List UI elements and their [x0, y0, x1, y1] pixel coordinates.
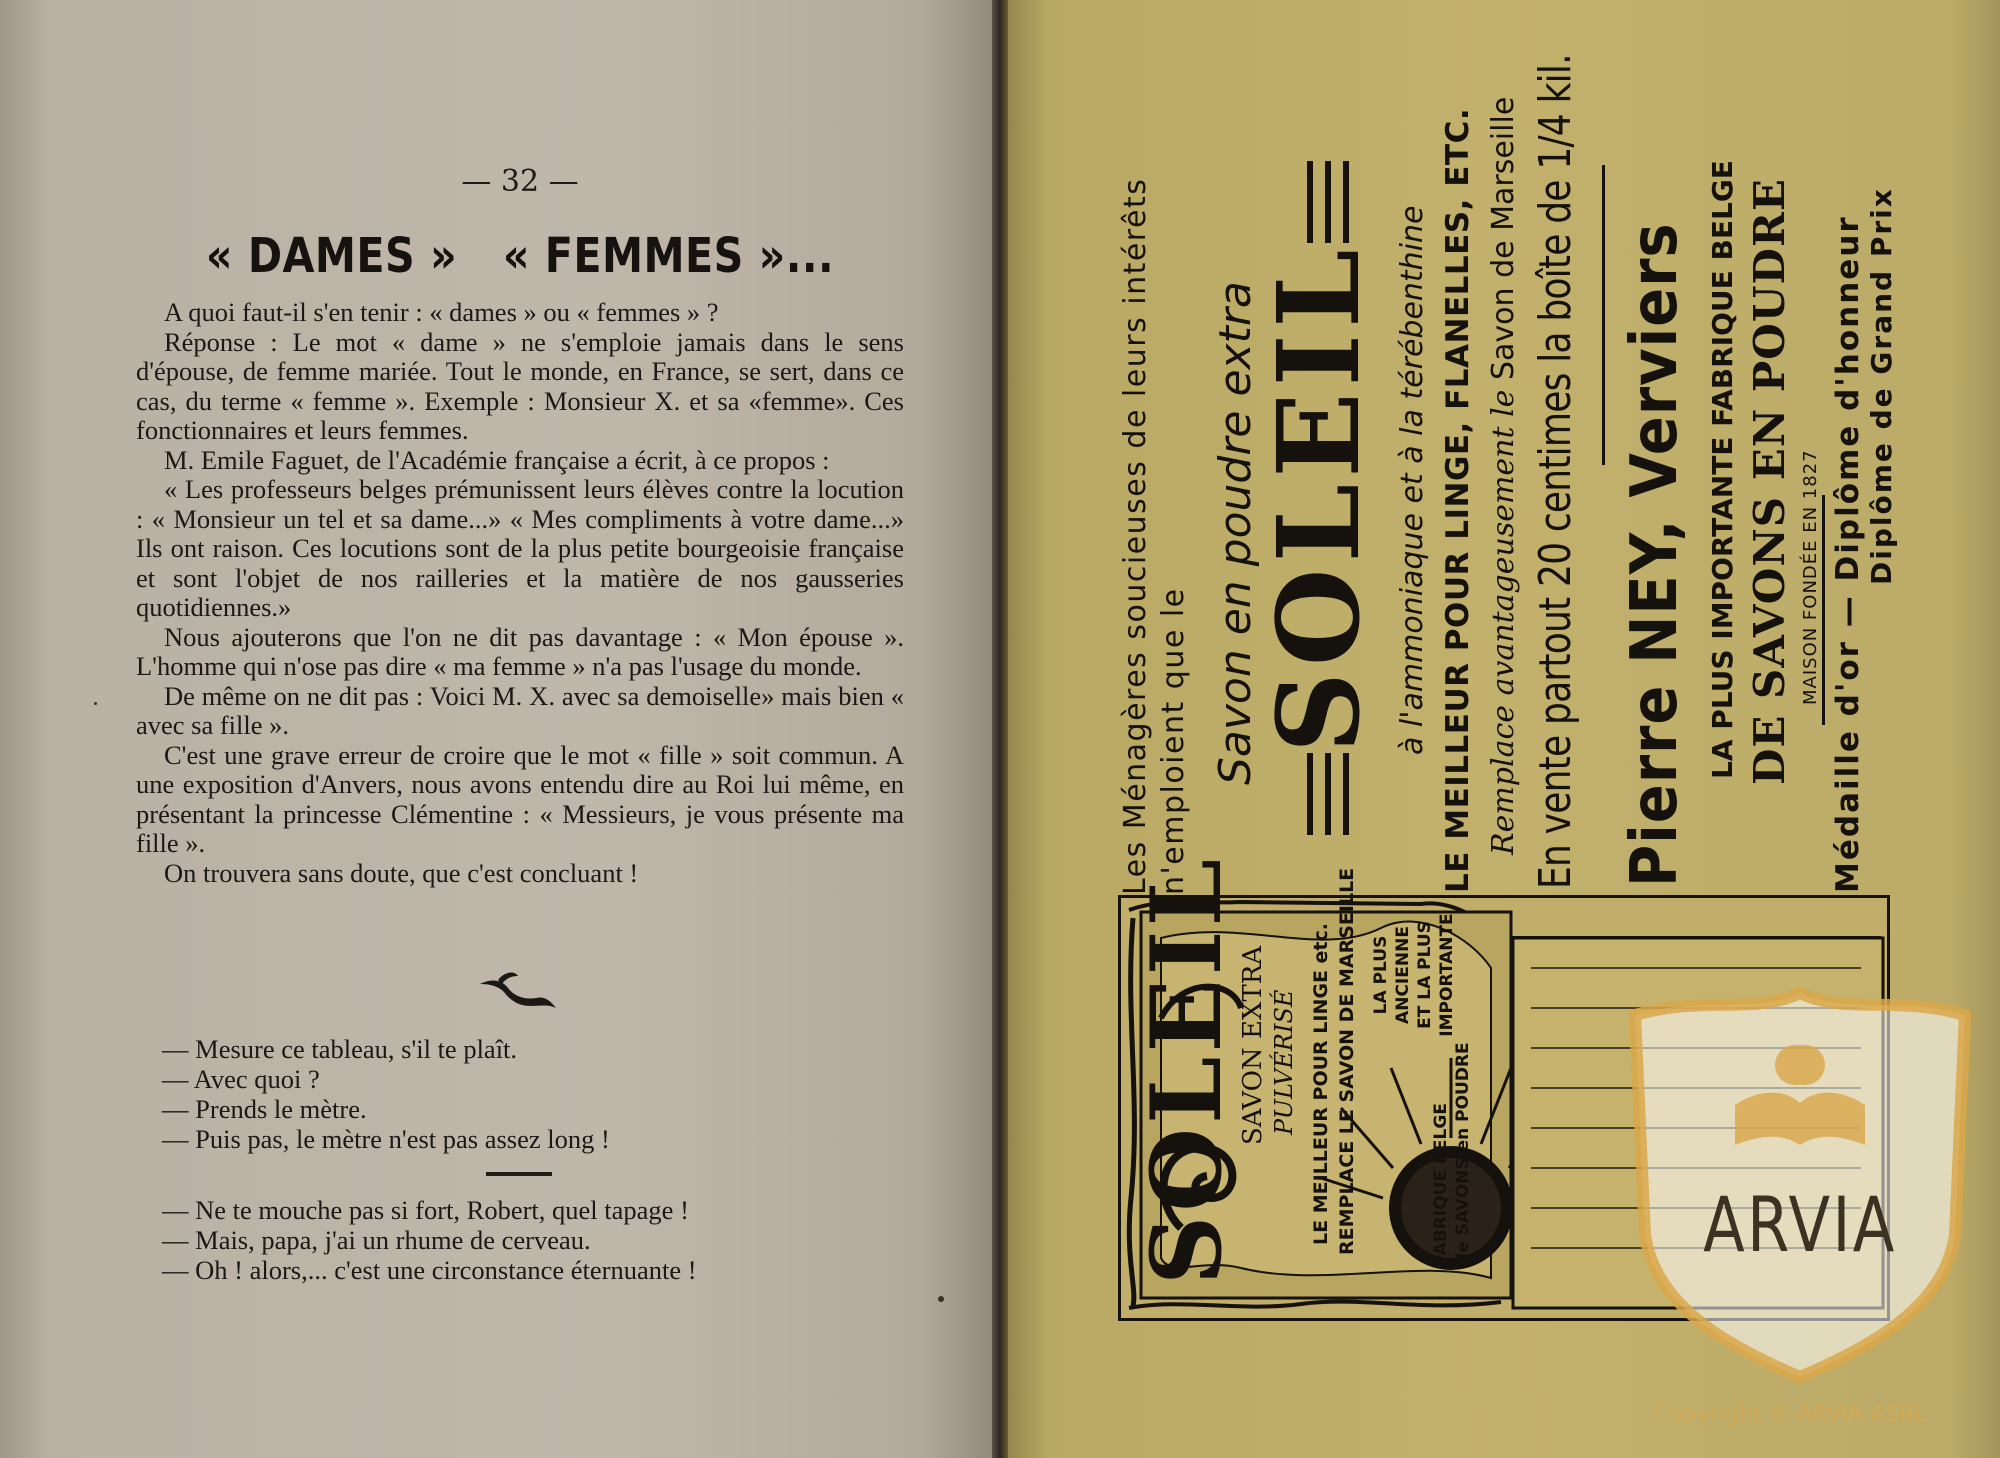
ad-rule [1602, 165, 1605, 465]
ad-replaces [1486, 97, 1521, 855]
article-paragraph: A quoi faut-il s'en tenir : « dames » ou « femmes » ? [164, 297, 719, 327]
ad-product-line: Savon en poudre extra [1210, 281, 1261, 785]
article-paragraph: C'est une grave erreur de croire que le mot « fille » soit commun. A une exposition d'Anvers, nous avons entendu dire au Roi lui même, en présentant la princesse Clémentine : « Messieurs, je vous présente ma fille ». [136, 739, 904, 858]
ad-intro-line-2: n'emploient que le [1156, 587, 1191, 895]
package-side-line: LA PLUS [1371, 935, 1391, 1015]
ink-speck [94, 702, 97, 705]
ad-awards: Médaille d'or — Diplôme d'honneur [1830, 215, 1866, 893]
separator-rule [486, 1172, 552, 1176]
copyright-notice: Copyright © ARVIA ASBL [1654, 1402, 1927, 1427]
package-side-line: IMPORTANTE [1437, 913, 1457, 1037]
article-paragraph: Nous ajouterons que l'on ne dit pas davantage : « Mon épouse ». L'homme qui n'ose pas dire « ma femme » n'a pas l'usage du monde. [136, 621, 904, 681]
book-spine [992, 0, 1008, 1458]
ad-replaces-text: Remplace avantageusement le [1486, 389, 1521, 855]
ad-replaces-product: Savon de Marseille [1486, 96, 1521, 380]
package-side-line: de SAVONS en POUDRE [1453, 1042, 1473, 1265]
ad-maker: Pierre NEY, Verviers [1618, 222, 1692, 887]
ad-price: En vente partout 20 centimes la boîte de 1/4 kil. [1530, 54, 1581, 889]
brand-name: SOLEIL [1254, 243, 1385, 753]
article-paragraph: M. Emile Faguet, de l'Académie française a écrit, à ce propos : [164, 444, 830, 475]
article-paragraph: « Les professeurs belges prémunissent leurs élèves contre la locution : « Monsieur un tel et sa dame...» « Mes compliments à votre dame...» Ils ont raison. Ces locutions sont de la plus petite bourgeoisie française et sont l'objet de nos railleries et la matière de nos gausseries quotidiennes.» [136, 474, 904, 622]
package-subtitle-2: PULVÉRISÉ [1270, 989, 1298, 1135]
title-femmes: « FEMMES »... [502, 228, 835, 284]
dialogue-line: — Puis pas, le mètre n'est pas assez long ! [162, 1124, 610, 1154]
package-side-text-2 [1430, 1042, 1474, 1265]
article-paragraph: Réponse : Le mot « dame » ne s'emploie jamais dans le sens d'épouse, de femme mariée. Tout le monde, en France, se sert, dans ce cas, du terme « femme ». Exemple : Monsieur X. et sa «femme». Ces fonctionnaires et leurs femmes. [136, 326, 904, 445]
ink-speck [938, 1296, 944, 1302]
brand-bars-left-icon [1303, 753, 1355, 835]
package-band-2: REMPLACE LE SAVON DE MARSEILLE [1336, 867, 1358, 1255]
dialogue-line: — Avec quoi ? [162, 1064, 320, 1094]
ad-grand-prix: Diplôme de Grand Prix [1865, 187, 1898, 585]
package-band: LE MEILLEUR POUR LINGE etc. [1310, 923, 1332, 1245]
package-side-line: ET LA PLUS [1415, 921, 1435, 1029]
article-title [73, 228, 967, 284]
article-body [136, 298, 904, 888]
dialogue-line: — Ne te mouche pas si fort, Robert, quel tapage ! [162, 1195, 689, 1225]
leaf-ornament-icon [478, 970, 558, 1012]
ad-intro-line: Les Ménagères soucieuses de leurs intérêts [1118, 177, 1153, 895]
article-paragraph: On trouvera sans doute, que c'est concluant ! [164, 857, 639, 888]
ad-best-for: LE MEILLEUR POUR LINGE, FLANELLES, ETC. [1440, 107, 1476, 893]
package-brand: SOLEIL [1130, 854, 1243, 1285]
dialogue-line: — Oh ! alors,... c'est une circonstance éternuante ! [162, 1255, 697, 1285]
ad-maker-claim: LA PLUS IMPORTANTE FABRIQUE BELGE [1706, 160, 1739, 779]
soap-box-text [1130, 854, 1500, 1305]
dialogue-line: — Mesure ce tableau, s'il te plaît. [162, 1034, 518, 1064]
ad-founded: MAISON FONDÉE EN 1827 [1800, 449, 1821, 705]
ad-brand-soleil [1254, 161, 1385, 835]
package-subtitle: SAVON EXTRA [1238, 945, 1268, 1145]
dialogue-line: — Prends le mètre. [162, 1094, 367, 1124]
title-dames: « DAMES » [205, 228, 458, 284]
watermark-text: ARVIA [1703, 1180, 1897, 1269]
dialogue-joke-2 [162, 1195, 882, 1285]
page-number: — 32 — [461, 164, 579, 199]
package-side-text [1370, 885, 1458, 1065]
dialogue-line: — Mais, papa, j'ai un rhume de cerveau. [162, 1225, 591, 1255]
ad-maker-product: DE SAVONS EN POUDRE [1745, 178, 1794, 785]
ad-rule [1822, 495, 1825, 725]
package-side-line: ANCIENNE [1393, 926, 1413, 1024]
dialogue-joke-1 [162, 1034, 882, 1154]
soap-advertisement [1110, 54, 1898, 895]
package-side-line: FABRIQUE BELGE [1431, 1103, 1451, 1265]
brand-bars-right-icon [1303, 161, 1355, 243]
article-paragraph: De même on ne dit pas : Voici M. X. avec sa demoiselle» mais bien « avec sa fille ». [136, 680, 904, 740]
ad-ingredients: à l'ammoniaque et à la térébenthine [1395, 205, 1430, 755]
